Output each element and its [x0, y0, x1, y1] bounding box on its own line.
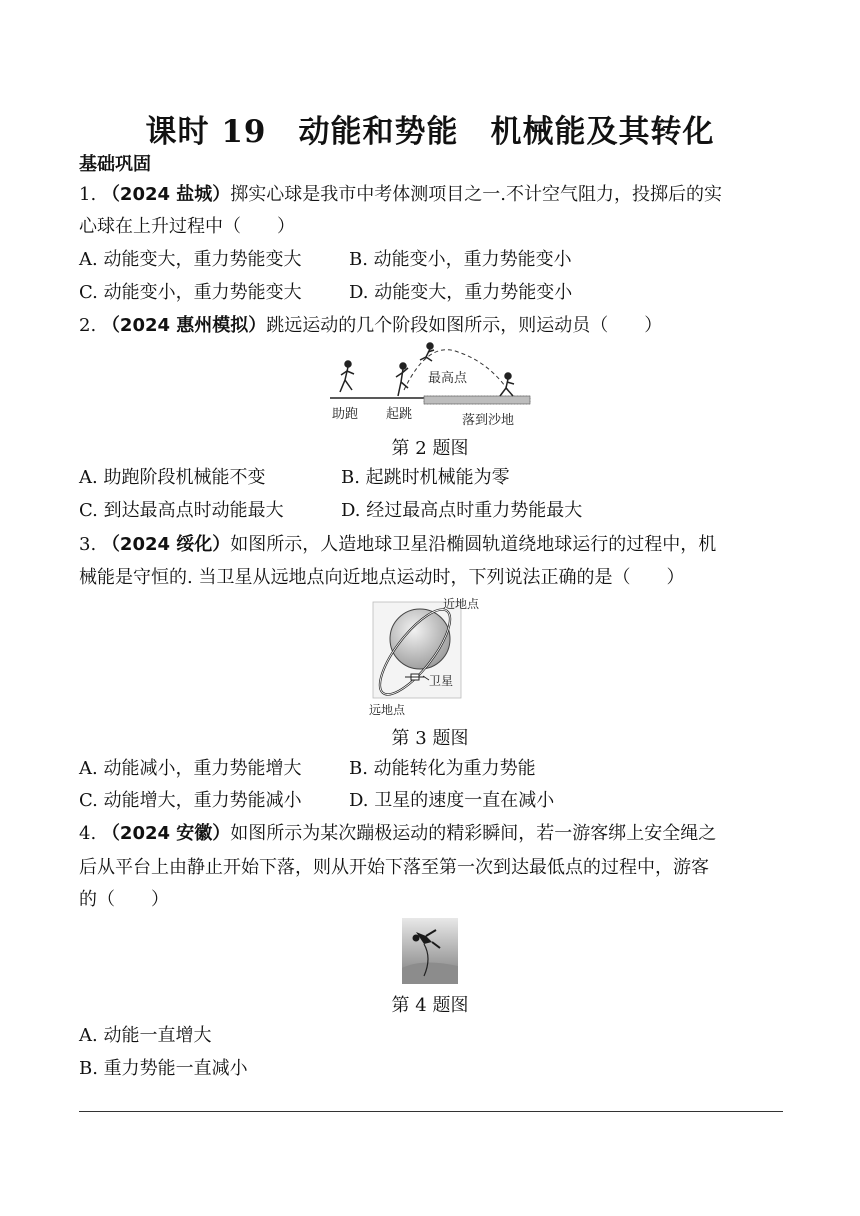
landing-jumper-icon — [500, 373, 514, 396]
peak-jumper-icon — [420, 343, 434, 361]
q1-number: 1. — [79, 184, 97, 205]
q3-stem-line2: 械能是守恒的. 当卫星从远地点向近地点运动时，下列说法正确的是（ ） — [79, 567, 685, 588]
section-heading: 基础巩固 — [79, 154, 151, 175]
q4-option-a[interactable]: A. 动能一直增大 — [79, 1025, 212, 1046]
q1-text1: 掷实心球是我市中考体测项目之一.不计空气阻力，投掷后的实 — [230, 184, 723, 205]
q4-text1: 如图所示为某次蹦极运动的精彩瞬间，若一游客绑上安全绳之 — [230, 823, 717, 844]
q1-option-c[interactable]: C. 动能变小，重力势能变大 — [79, 282, 302, 303]
q3-source: （2024 绥化） — [101, 534, 231, 555]
q4-number: 4. — [79, 823, 97, 844]
bungee-photo — [402, 918, 458, 984]
label-apogee: 远地点 — [369, 703, 406, 717]
q4-stem-line2: 后从平台上由静止开始下落，则从开始下落至第一次到达最低点的过程中，游客 — [79, 857, 709, 878]
q3-number: 3. — [79, 534, 97, 555]
satellite-orbit-figure — [365, 592, 497, 720]
q1-option-b[interactable]: B. 动能变小，重力势能变小 — [349, 249, 572, 270]
q3-text1: 如图所示，人造地球卫星沿椭圆轨道绕地球运行的过程中，机 — [230, 534, 717, 555]
label-jump: 起跳 — [386, 407, 413, 422]
q1-options-row1 — [79, 248, 784, 272]
q2-option-b[interactable]: B. 起跳时机械能为零 — [341, 467, 510, 488]
q3-option-b[interactable]: B. 动能转化为重力势能 — [349, 758, 536, 779]
q4-stem-line3: 的（ ） — [79, 889, 169, 910]
q2-number: 2. — [79, 315, 97, 336]
page-title: 课时 19 动能和势能 机械能及其转化 — [145, 114, 715, 150]
q3-stem-line1 — [79, 533, 784, 557]
label-land: 落到沙地 — [462, 413, 515, 428]
q4-source: （2024 安徽） — [101, 823, 231, 844]
q2-source: （2024 惠州模拟） — [101, 315, 267, 336]
q4-caption: 第 4 题图 — [391, 995, 469, 1016]
q1-option-a[interactable]: A. 动能变大，重力势能变大 — [79, 249, 302, 270]
label-top: 最高点 — [428, 371, 468, 386]
q1-source: （2024 盐城） — [101, 184, 231, 205]
q1-stem-line2: 心球在上升过程中（ ） — [79, 216, 295, 237]
q1-stem-line1 — [79, 183, 784, 207]
q3-options-row2 — [79, 789, 784, 813]
q1-option-d[interactable]: D. 动能变大，重力势能变小 — [349, 282, 573, 303]
q3-caption: 第 3 题图 — [391, 728, 469, 749]
footer-divider — [79, 1111, 783, 1112]
q2-stem-line1 — [79, 314, 784, 338]
q3-option-c[interactable]: C. 动能增大，重力势能减小 — [79, 790, 302, 811]
label-run: 助跑 — [332, 407, 359, 422]
label-satellite: 卫星 — [429, 674, 454, 688]
q2-options-row2 — [79, 499, 784, 523]
label-perigee: 近地点 — [443, 597, 480, 611]
takeoff-jumper-icon — [396, 363, 408, 396]
q2-caption: 第 2 题图 — [391, 438, 469, 459]
q3-option-d[interactable]: D. 卫星的速度一直在减小 — [349, 790, 555, 811]
runner-icon — [340, 361, 354, 392]
q3-option-a[interactable]: A. 动能减小，重力势能增大 — [79, 758, 302, 779]
q4-option-b[interactable]: B. 重力势能一直减小 — [79, 1058, 248, 1079]
q1-options-row2 — [79, 281, 784, 305]
q2-option-d[interactable]: D. 经过最高点时重力势能最大 — [341, 500, 583, 521]
q4-stem-line1 — [79, 822, 784, 846]
q2-text1: 跳远运动的几个阶段如图所示，则运动员（ ） — [266, 315, 663, 336]
q3-options-row1 — [79, 757, 784, 781]
q2-option-c[interactable]: C. 到达最高点时动能最大 — [79, 500, 284, 521]
q2-options-row1 — [79, 466, 784, 490]
long-jump-figure — [328, 340, 532, 430]
q2-option-a[interactable]: A. 助跑阶段机械能不变 — [79, 467, 266, 488]
